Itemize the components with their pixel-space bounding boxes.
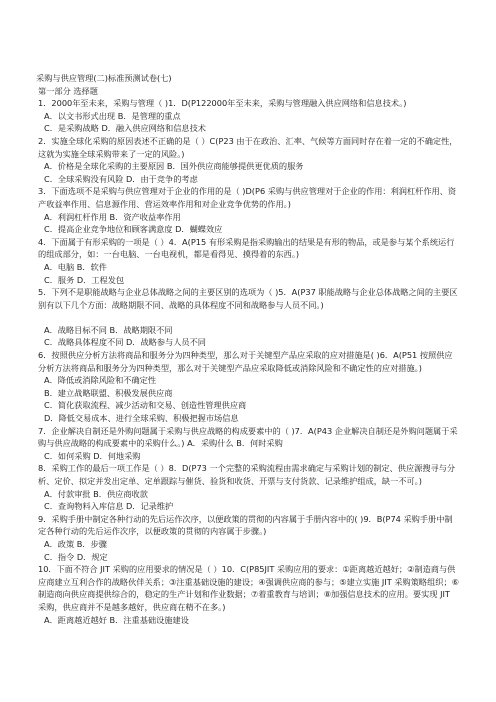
answer-options: A．利润杠杆作用 B．资产收益率作用 bbox=[44, 211, 181, 222]
answer-options: A．战略目标不同 B．战略期限不同 bbox=[44, 324, 173, 335]
blank-line bbox=[36, 311, 460, 324]
answer-options: C．是采购战略 D．融入供应网络和信息技术 bbox=[44, 123, 206, 134]
answer-options: A．付款审批 B．供应商收款 bbox=[44, 488, 148, 499]
question-text: 3．下面选项不是采购与供应管理对于企业的作用的是（ )D(P6 采购与供应管理对于企业的作用：利润杠杆作用、资产收益率作用、信息源作用、营运效率作用和对企业竞争优势的作用。) bbox=[38, 186, 457, 209]
question-text: 6．按照供应分析方法将商品和服务分为四种类型，那么对于关键型产品应采取的应对措施是( )6．A(P51 按照供应分析方法将商品和服务分为四种类型，那么对于关键型产品应采取降低或消除风险和不确定性的应对措施。) bbox=[38, 350, 453, 373]
answer-options: C．全球采购没有风险 D．由于竞争的考虑 bbox=[44, 173, 198, 184]
document-title: 采购与供应管理(二)标准预测试卷(七) bbox=[36, 73, 172, 83]
answer-options: D．降低交易成本、进行全球采购、积极把握市场信息 bbox=[44, 413, 239, 424]
answer-options: A．距离越近越好 B．注重基础设施建设 bbox=[44, 614, 189, 625]
answer-options: A．政策 B．步骤 bbox=[44, 538, 107, 549]
question-text: 5．下列不是职能战略与企业总体战略之间的主要区别的选项为（ )5．A(P37 职能战略与企业总体战略之间的主要区别有以下几个方面：战略期限不同、战略的具体程度不同和战略参与人员不同。) bbox=[38, 287, 458, 310]
question-text: 1．2000年至未来，采购与管理（ )1．D(P122000年至未来，采购与管理融入供应网络和信息技术。) bbox=[38, 98, 407, 109]
answer-options: C．简化获取流程、减少活动和交易、创造性管理供应商 bbox=[44, 400, 247, 411]
question-text: 2．实施全球化采购的原因表述不正确的是（ ）C(P23 由于在政治、汇率、气候等方面同时存在着一定的不确定性，这就为实施全球采购带来了一定的风险。) bbox=[38, 135, 458, 159]
question-text: 7．企业解决自制还是外购问题属于采购与供应战略的构成要素中的（ )7．A(P43 企业解决自制还是外购问题属于采购与供应战略的构成要素中的采购什么。) A．采购什么 B．何时采购 bbox=[38, 425, 458, 449]
answer-options: C．提高企业竞争地位和顾客满意度 D．蝴蝶效应 bbox=[44, 224, 223, 235]
answer-options: C．战略具体程度不同 D．战略参与人员不同 bbox=[44, 337, 206, 348]
question-list bbox=[36, 97, 460, 626]
answer-options: A．降低或消除风险和不确定性 bbox=[44, 375, 157, 386]
answer-options: A．以文书形式出现 B．是管理的重点 bbox=[44, 110, 181, 121]
answer-options: B．建立战略联盟、积极发展供应商 bbox=[44, 387, 173, 398]
answer-options: A．电脑 B．软件 bbox=[44, 261, 107, 272]
answer-options: C．指令 D．规定 bbox=[44, 551, 108, 562]
answer-options: A．价格是全球化采购的主要原因 B．国外供应商能够提供更优质的服务 bbox=[44, 161, 304, 172]
answer-options: C．如何采购 D．何地采购 bbox=[44, 450, 141, 461]
question-text: 9．采购手册中制定各种行动的先后运作次序，以便政策的贯彻的内容属于手册内容中的( )9．B(P74 采购手册中制定各种行动的先后运作次序，以便政策的贯彻的内容属于步骤。) bbox=[38, 513, 453, 537]
question-text: 8．采购工作的最后一项工作是（ ）8．D(P73 一个完整的采购流程由需求确定与采购计划的制定、供应源搜寻与分析、定价、拟定并发出定单、定单跟踪与催货、验货和收货、开票与支付货款、记录维护组成，缺一不可。) bbox=[38, 463, 456, 486]
answer-options: C．查询物料入库信息 D．记录维护 bbox=[44, 501, 174, 512]
question-text: 10．下面不符合 JIT 采购的应用要求的情况是（ ）10．C(P85JIT 采购应用的要求：①距离越近越好；②制造商与供应商建立互利合作的战略伙伴关系；③注重基础设施的建设；④强调供应商的参与；⑤建立实施 JIT 采购策略组织；⑥制造商向供应商提供综合的，稳定的生产计划和作业数据；⑦着重教育与培训；⑧加强信息技术的应用。要实现 JIT 采购，供应商并不是越多越好，供应商在精不在多。) bbox=[38, 564, 460, 612]
section-heading: 第一部分 选择题 bbox=[38, 85, 98, 96]
question-text: 4．下面属于有形采购的一项是（ ）4．A(P15 有形采购是指采购输出的结果是有形的物品，或是参与某个系统运行的组成部分，如：一台电脑、一台电视机，都是看得见、摸得着的东西。) bbox=[38, 236, 455, 260]
answer-options: C．服务 D．工程发包 bbox=[44, 274, 125, 285]
